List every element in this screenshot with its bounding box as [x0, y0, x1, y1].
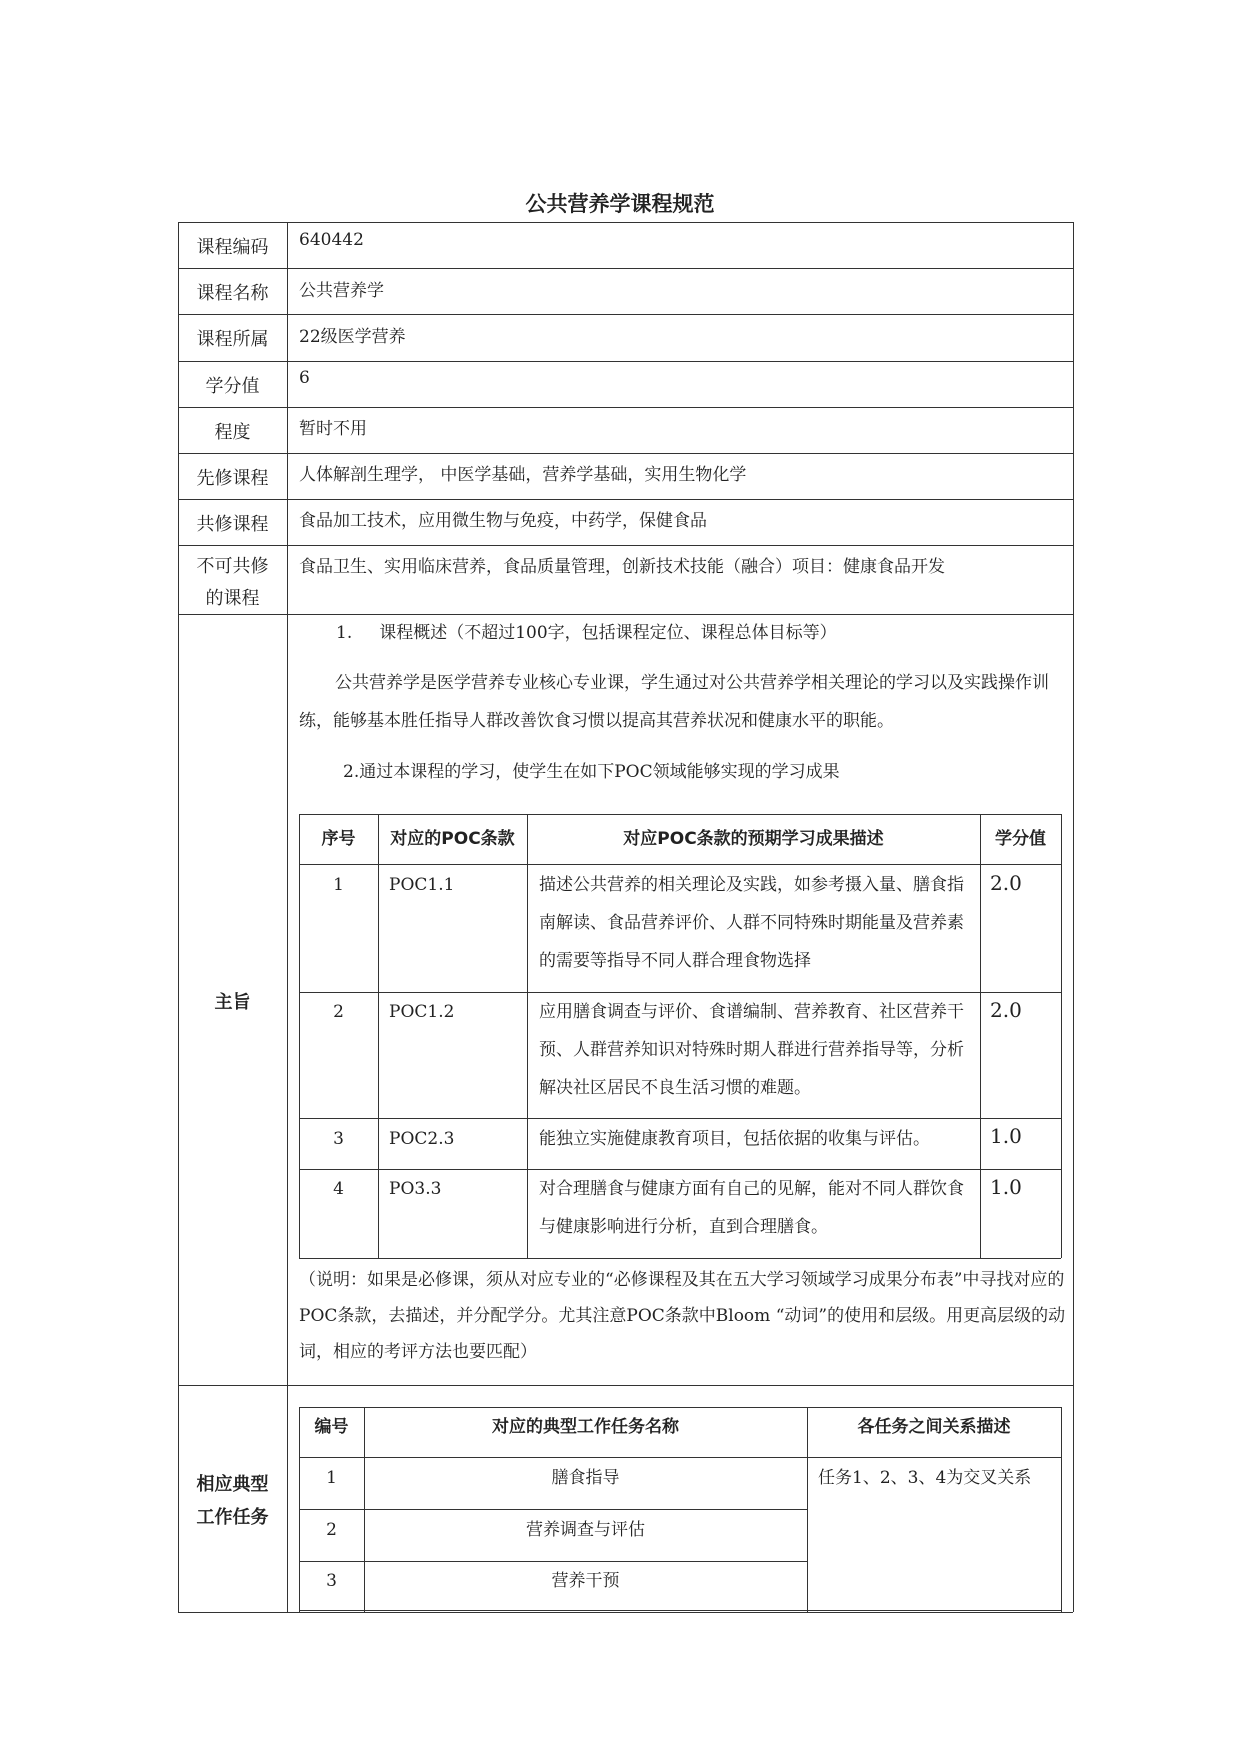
row-divider: [178, 453, 1073, 454]
task-row-2-name: 营养调查与评估: [526, 1520, 645, 1540]
poc-row-divider: [299, 1118, 1061, 1119]
label-course-code: 课程编码: [196, 237, 269, 258]
label-aim: 主旨: [214, 992, 251, 1013]
task-row-2-no: 2: [326, 1520, 337, 1540]
poc-row-divider: [299, 864, 1061, 865]
poc-col-divider: [1061, 814, 1062, 1258]
row-divider: [178, 499, 1073, 500]
task-row-1-no: 1: [326, 1468, 337, 1488]
row-divider: [178, 1385, 1073, 1386]
poc-header-no: 序号: [321, 829, 356, 849]
poc-row-4-desc: 对合理膳食与健康方面有自己的见解，能对不同人群饮食与健康影响进行分析，直到合理膳食。: [539, 1179, 964, 1237]
task-col-divider: [1061, 1407, 1062, 1612]
label-tasks-line2: 工作任务: [196, 1507, 269, 1528]
row-divider: [178, 314, 1073, 315]
label-course-belongs: 课程所属: [196, 329, 269, 350]
row-divider: [178, 268, 1073, 269]
label-exclusions: 不可共修: [196, 556, 269, 577]
value-exclusions: 食品卫生、实用临床营养，食品质量管理，创新技术技能（融合）项目：健康食品开发: [299, 557, 945, 577]
value-level: 暂时不用: [299, 419, 367, 439]
poc-row-4-credit: 1.0: [990, 1175, 1022, 1199]
row-divider: [178, 361, 1073, 362]
task-row-divider: [299, 1457, 1061, 1458]
poc-col-divider: [980, 814, 981, 1258]
aim-paragraph: 公共营养学是医学营养专业核心专业课，学生通过对公共营养学相关理论的学习以及实践操作训练，能够基本胜任指导人群改善饮食习惯以提高其营养状况和健康水平的职能。: [299, 673, 1049, 731]
value-course-belongs: 22级医学营养: [299, 327, 406, 347]
label-corequisites: 共修课程: [196, 514, 269, 535]
label-tasks: 相应典型: [196, 1474, 269, 1495]
value-credits: 6: [299, 368, 310, 388]
document-title: 公共营养学课程规范: [525, 192, 715, 216]
poc-row-3-clause: POC2.3: [389, 1129, 455, 1149]
table-border: [178, 1612, 1073, 1613]
poc-table-border: [299, 814, 1061, 815]
poc-header-outcome: 对应POC条款的预期学习成果描述: [623, 829, 884, 849]
poc-row-2-no: 2: [333, 1002, 344, 1022]
table-border: [1073, 222, 1074, 1612]
poc-row-1-no: 1: [333, 875, 344, 895]
column-divider: [287, 222, 288, 1612]
poc-header-credits: 学分值: [995, 829, 1046, 849]
poc-row-1-clause: POC1.1: [389, 875, 455, 895]
aim-item-1: 1. 课程概述（不超过100字，包括课程定位、课程总体目标等）: [336, 623, 837, 643]
task-row-3-no: 3: [326, 1571, 337, 1591]
poc-col-divider: [527, 814, 528, 1258]
table-border: [178, 222, 1073, 223]
poc-row-2-credit: 2.0: [990, 998, 1022, 1022]
poc-row-4-clause: PO3.3: [389, 1179, 442, 1199]
poc-row-4-no: 4: [333, 1179, 344, 1199]
poc-row-1-credit: 2.0: [990, 871, 1022, 895]
aim-item-2: 2.通过本课程的学习，使学生在如下POC领域能够实现的学习成果: [343, 762, 840, 782]
aim-note: （说明：如果是必修课，须从对应专业的“必修课程及其在五大学习领域学习成果分布表”中寻找对应的POC条款，去描述，并分配学分。尤其注意POC条款中Bloom “动词”的使用和层级。用更高层级的动词，相应的考评方法也要匹配）: [299, 1270, 1066, 1362]
label-exclusions-line2: 的课程: [205, 588, 260, 609]
task-table-border: [299, 1610, 1061, 1611]
poc-table-border: [299, 1258, 1061, 1259]
row-divider: [178, 407, 1073, 408]
task-row-3-name: 营养干预: [551, 1571, 620, 1591]
value-course-name: 公共营养学: [299, 281, 384, 301]
label-prerequisites: 先修课程: [196, 468, 269, 489]
task-row-divider: [299, 1509, 807, 1510]
task-header-name: 对应的典型工作任务名称: [492, 1417, 679, 1437]
poc-row-2-desc: 应用膳食调查与评价、食谱编制、营养教育、社区营养干预、人群营养知识对特殊时期人群进行营养指导等，分析解决社区居民不良生活习惯的难题。: [539, 1002, 964, 1098]
poc-row-3-credit: 1.0: [990, 1124, 1022, 1148]
task-header-no: 编号: [314, 1417, 349, 1437]
label-level: 程度: [214, 422, 251, 443]
poc-header-clause: 对应的POC条款: [390, 829, 515, 849]
poc-row-3-no: 3: [333, 1129, 344, 1149]
task-relation: 任务1、2、3、4为交叉关系: [818, 1468, 1032, 1488]
value-corequisites: 食品加工技术，应用微生物与免疫，中药学，保健食品: [299, 511, 707, 531]
label-credits: 学分值: [205, 376, 260, 397]
value-course-code: 640442: [299, 230, 364, 250]
poc-row-2-clause: POC1.2: [389, 1002, 455, 1022]
task-row-1-name: 膳食指导: [551, 1468, 620, 1488]
task-header-relation: 各任务之间关系描述: [857, 1417, 1011, 1437]
poc-row-3-desc: 能独立实施健康教育项目，包括依据的收集与评估。: [539, 1129, 930, 1149]
poc-col-divider: [378, 814, 379, 1258]
poc-row-1-desc: 描述公共营养的相关理论及实践，如参考摄入量、膳食指南解读、食品营养评价、人群不同特殊时期能量及营养素的需要等指导不同人群合理食物选择: [539, 875, 964, 971]
row-divider: [178, 545, 1073, 546]
label-course-name: 课程名称: [196, 283, 269, 304]
value-prerequisites: 人体解剖生理学， 中医学基础，营养学基础，实用生物化学: [299, 465, 747, 485]
